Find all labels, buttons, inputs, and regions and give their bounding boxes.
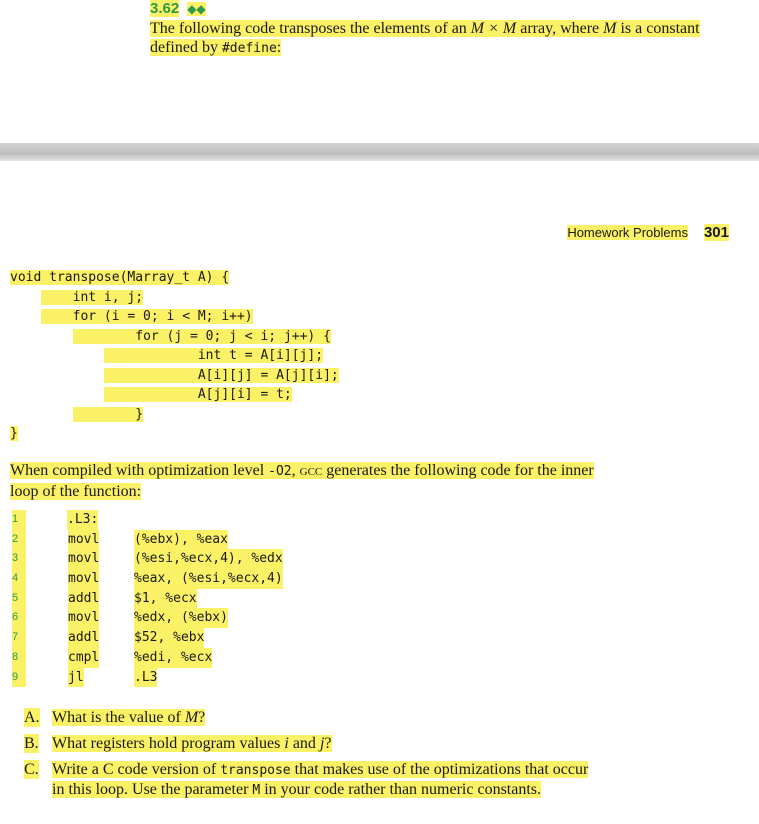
intro-text: The following code transposes the elements of an [150,20,471,37]
asm-operands: $1, %ecx [134,589,197,609]
line-number: 3 [12,549,26,569]
intro-math: M × M [470,20,517,37]
difficulty-diamonds: ◆◆ [187,2,206,16]
asm-operands: $52, %ebx [134,628,204,648]
asm-operands: %edi, %ecx [134,648,212,668]
code-text: void transpose(Marray_t A) { [10,270,230,285]
line-number: 8 [12,648,26,668]
asm-opcode: movl [68,530,99,550]
question-var: i [284,735,289,752]
code-line [10,366,339,386]
code-text: A[i][j] = A[j][i]; [103,367,339,383]
problem-intro [150,19,730,58]
asm-operands: %eax, (%esi,%ecx,4) [134,569,283,589]
question-text: What is the value of [52,709,185,726]
question-mid: and [288,735,320,752]
asm-opcode: cmpl [68,648,99,668]
asm-label: .L3: [67,510,98,530]
question-letter: C. [24,761,39,778]
code-line [10,405,339,425]
page-divider [0,143,759,161]
asm-opcode: addl [68,628,99,648]
code-line [10,424,339,444]
code-line [10,327,339,347]
code-line [10,268,339,288]
line-number: 5 [12,589,26,609]
code-line [10,288,339,308]
question-end: ? [198,709,206,726]
intro-text-2: array, where [516,20,604,37]
question-text: What registers hold program values [52,735,285,752]
para-text-1: When compiled with optimization level [10,462,269,479]
para-text-2: , [291,462,300,479]
code-text: int t = A[i][j]; [103,348,324,363]
intro-code: #define [221,41,277,56]
line-number: 2 [12,530,26,550]
running-head [567,224,729,241]
question-var: M [184,709,199,726]
code-text: } [10,426,18,441]
para-text-3: generates the following code for the inner loop of the function: [10,462,594,500]
c-code-listing [10,268,339,444]
asm-opcode: addl [68,589,99,609]
line-number: 4 [12,569,26,589]
compile-paragraph [10,461,600,502]
code-line [10,385,339,405]
asm-opcode: movl [68,549,99,569]
asm-operands: (%esi,%ecx,4), %edx [134,549,283,569]
code-text: } [72,406,144,422]
page-number: 301 [703,224,729,241]
asm-opcode: movl [68,569,99,589]
question-var: j [319,735,325,752]
running-head-title: Homework Problems [567,225,688,240]
asm-operands: %edx, (%ebx) [134,608,228,628]
question-code: M [252,783,261,798]
question-c [24,760,594,800]
question-letter: B. [24,735,39,752]
code-text: int i, j; [41,289,144,305]
line-number: 9 [12,668,26,688]
asm-opcode: movl [68,608,99,628]
question-text: Write a C code version of [52,761,221,778]
question-letter: A. [24,709,40,726]
question-end: ? [324,735,332,752]
question-code: transpose [220,763,291,778]
gcc-name: gcc [299,462,323,479]
question-b [24,734,594,753]
line-number: 7 [12,628,26,648]
asm-operands: (%ebx), %eax [134,530,228,550]
intro-end: : [276,39,282,56]
code-line [10,346,339,366]
line-number: 1 [12,510,26,530]
intro-text-3: is a constant defined by [150,20,700,56]
code-text: for (j = 0; j < i; j++) { [72,328,331,344]
code-text: for (i = 0; i < M; i++) [41,309,253,324]
questions [24,708,594,807]
intro-var: M [603,20,617,37]
opt-flag: -O2 [268,464,292,479]
top-page-fragment [150,0,750,58]
question-a [24,708,594,727]
line-number: 6 [12,608,26,628]
problem-header [150,0,750,18]
asm-operands: .L3 [134,668,157,688]
code-text: A[j][i] = t; [103,387,292,402]
problem-number: 3.62 [150,0,180,17]
question-text: that makes use of the optimizations that occur in this loop. Use the parameter [52,761,589,798]
question-text: in your code rather than numeric constants. [260,781,542,798]
asm-opcode: jl [68,668,84,688]
code-line [10,307,339,327]
